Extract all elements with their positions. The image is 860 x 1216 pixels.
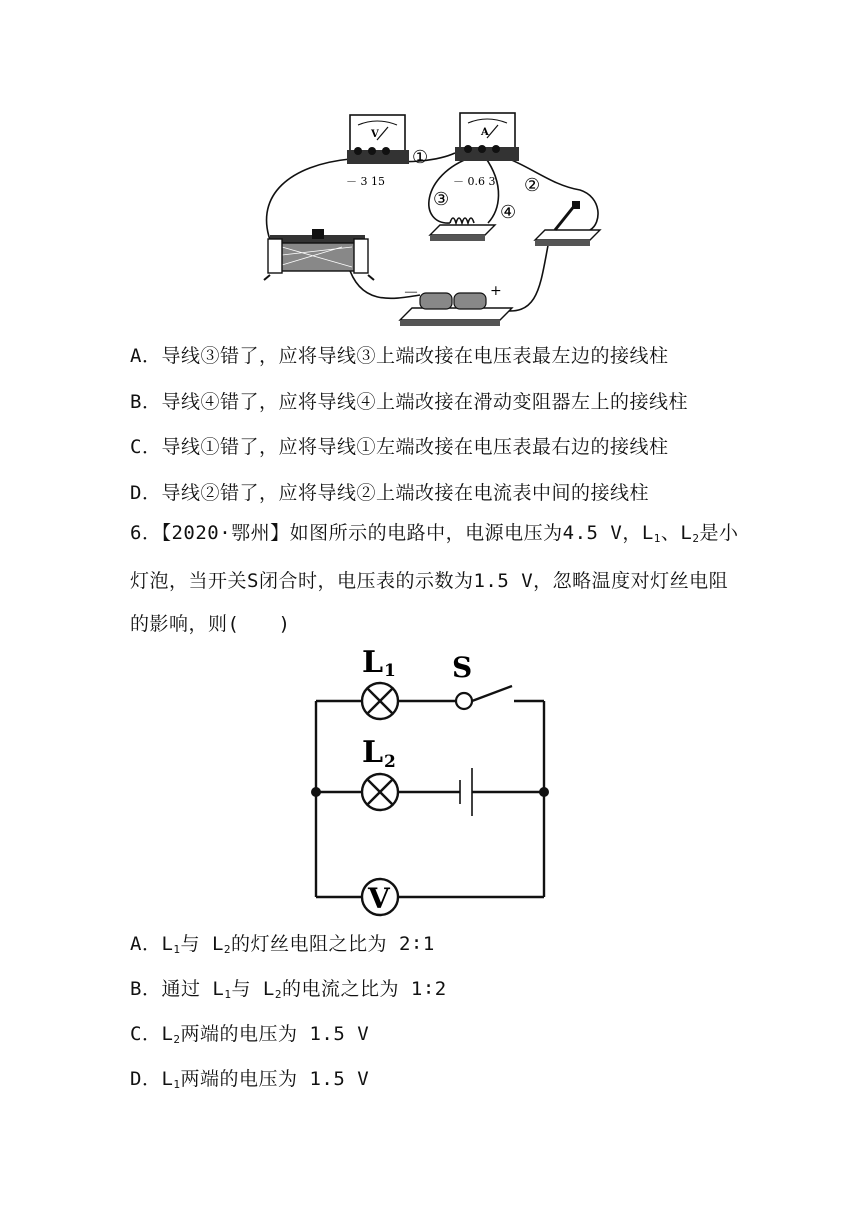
svg-text:－ 0.6 3: － 0.6 3 (453, 175, 496, 188)
junction-left (311, 787, 321, 797)
lamp-l2-symbol (362, 774, 398, 810)
wire-voltmeter-to-rheostat (267, 159, 350, 240)
wire-switch-to-battery (500, 235, 550, 311)
svg-text:2: 2 (384, 752, 396, 772)
q5-option-d: D．导线②错了，应将导线②上端改接在电流表中间的接线柱 (130, 482, 649, 504)
switch-s-symbol (456, 693, 472, 709)
battery-holder-device (400, 283, 512, 326)
svg-text:①: ① (412, 147, 429, 168)
svg-text:④: ④ (500, 202, 517, 223)
q6-stem: 6．【2020·鄂州】如图所示的电路中，电源电压为4.5 V，$L_1$、$L_2$是小灯泡，当开关S闭合时，电压表的示数为1.5 V，忽略温度对灯丝电阻的影响，则( ) (130, 522, 739, 635)
svg-text:－: － (403, 283, 420, 302)
switch-s-label: S (452, 651, 473, 684)
q6-option-a: A．$L_1$与 $L_2$的灯丝电阻之比为 2∶1 (130, 933, 435, 956)
svg-text:－ 3 15: － 3 15 (346, 175, 385, 188)
q5-option-c: C．导线①错了，应将导线①左端改接在电压表最右边的接线柱 (130, 436, 669, 458)
svg-text:1: 1 (384, 661, 396, 681)
knife-switch-device (535, 201, 600, 246)
ammeter-device (453, 113, 519, 188)
voltmeter-label: V (368, 882, 390, 915)
circuit-diagram (300, 640, 570, 920)
q5-option-b: B．导线④错了，应将导线④上端改接在滑动变阻器左上的接线柱 (130, 391, 688, 413)
svg-text:+: + (490, 283, 502, 299)
lamp-l1-label: L (362, 645, 384, 680)
wire-4 (485, 157, 499, 223)
q6-option-c: C．$L_2$两端的电压为 1.5 V (130, 1023, 370, 1046)
svg-text:③: ③ (433, 189, 450, 210)
apparatus-figure (250, 105, 610, 330)
q6-option-b: B．通过 $L_1$与 $L_2$的电流之比为 1∶2 (130, 978, 447, 1001)
voltmeter-device (346, 115, 409, 188)
svg-text:A: A (481, 127, 489, 138)
lamp-l2-label: L (362, 735, 384, 770)
svg-text:V: V (371, 129, 379, 140)
junction-right (539, 787, 549, 797)
svg-text:②: ② (524, 175, 541, 196)
lamp-l1-symbol (362, 683, 398, 719)
q6-option-d: D．$L_1$两端的电压为 1.5 V (130, 1068, 370, 1091)
q5-option-a: A．导线③错了，应将导线③上端改接在电压表最左边的接线柱 (130, 345, 669, 367)
rheostat-device (264, 229, 374, 280)
